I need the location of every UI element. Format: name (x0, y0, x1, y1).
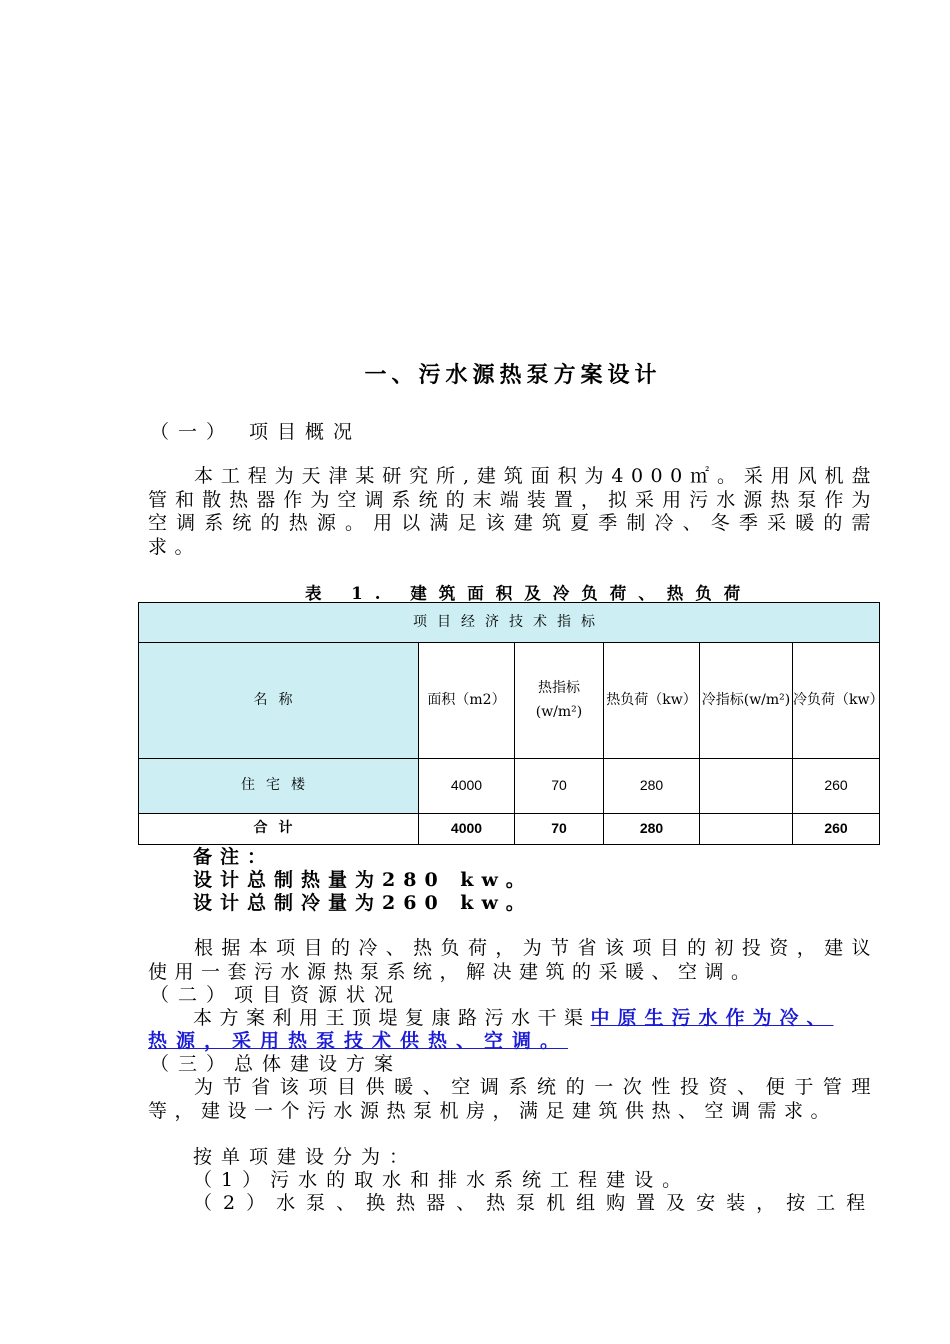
plan-item-2: （2）水泵、换热器、热泵机组购置及安装，按工程 (193, 1192, 877, 1214)
table-row (139, 759, 880, 814)
building-load-table (138, 602, 884, 845)
section-heading-overview: （一） 项目概况 (150, 421, 362, 443)
cell-cold-load: 260 (793, 759, 880, 814)
resource-link-part1[interactable]: 中原生污水作为冷、 (590, 1007, 834, 1029)
proposal-paragraph: 根据本项目的冷、热负荷，为节省该项目的初投资，建议使用一套污水源热泵系统，解决建筑的采暖、空调。 (148, 937, 878, 983)
cell-total-cold-load: 260 (793, 814, 880, 845)
column-header-cold-index: 冷指标(w/m²) (700, 643, 793, 759)
column-header-heat-index: 热指标(w/m²) (515, 643, 604, 759)
cell-total-cold-index (700, 814, 793, 845)
column-header-heat-load: 热负荷（kw） (604, 643, 700, 759)
cell-heat-load: 280 (604, 759, 700, 814)
resource-text (193, 1007, 834, 1030)
notes-label: 备注： (193, 846, 275, 868)
cell-cold-index (700, 759, 793, 814)
column-header-area: 面积（m2） (419, 643, 515, 759)
cell-area: 4000 (419, 759, 515, 814)
note-heating-capacity: 设计总制热量为280 kw。 (193, 869, 533, 891)
table-total-row (139, 814, 880, 845)
resource-link-part2[interactable]: 热源，采用热泵技术供热、空调。 (148, 1030, 569, 1052)
note-cooling-capacity: 设计总制冷量为260 kw。 (193, 892, 533, 914)
column-header-cold-load: 冷负荷（kw） (793, 643, 880, 759)
cell-total-heat-load: 280 (604, 814, 700, 845)
table-header-top: 项目经济技术指标 (139, 603, 880, 643)
cell-total-area: 4000 (419, 814, 515, 845)
plan-paragraph: 为节省该项目供暖、空调系统的一次性投资、便于管理等，建设一个污水源热泵机房，满足建筑供热、空调需求。 (148, 1076, 878, 1122)
section-heading-plan: （三）总体建设方案 (150, 1053, 403, 1075)
intro-paragraph: 本工程为天津某研究所,建筑面积为4000㎡。采用风机盘管和散热器作为空调系统的末端装置，拟采用污水源热泵作为空调系统的热源。用以满足该建筑夏季制冷、冬季采暖的需求。 (148, 465, 878, 558)
table-caption: 表 1. 建筑面积及冷负荷、热负荷 (305, 584, 753, 603)
cell-name: 住宅楼 (139, 759, 419, 814)
plan-subheading: 按单项建设分为： (193, 1146, 418, 1168)
plan-item-1: （1）污水的取水和排水系统工程建设。 (193, 1169, 691, 1191)
cell-total-label: 合计 (139, 814, 419, 845)
section-heading-resources: （二）项目资源状况 (150, 984, 403, 1006)
page-title: 一、污水源热泵方案设计 (364, 363, 662, 388)
cell-total-heat-index: 70 (515, 814, 604, 845)
resource-text-prefix: 本方案利用王顶堤复康路污水干渠 (193, 1007, 591, 1029)
column-header-name: 名称 (139, 643, 419, 759)
resource-link-line (148, 1030, 568, 1053)
cell-heat-index: 70 (515, 759, 604, 814)
